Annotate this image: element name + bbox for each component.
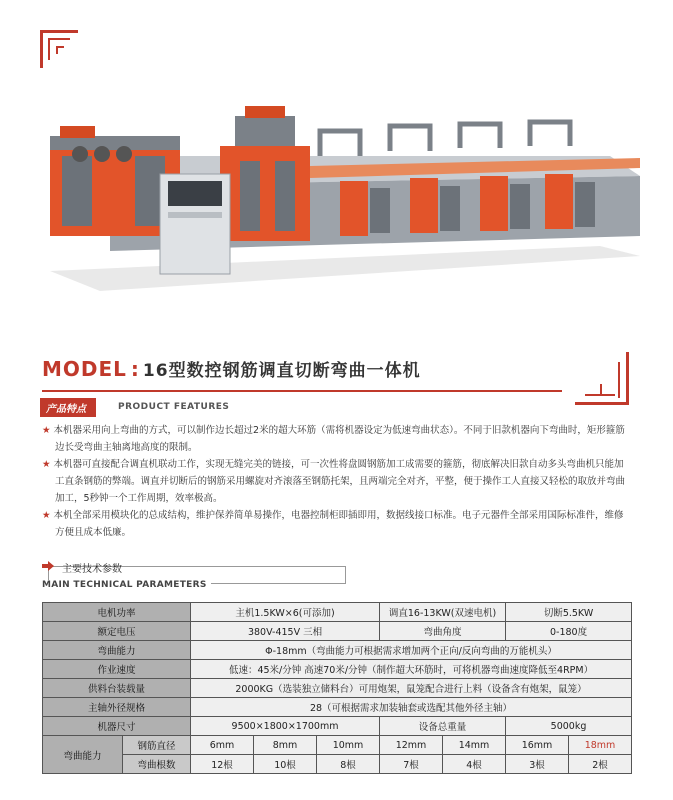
table-row: [43, 641, 632, 660]
cell-value: 主机1.5KW×6(可添加): [191, 603, 380, 622]
diameter-cell: 12mm: [380, 736, 443, 755]
count-cell: 12根: [191, 755, 254, 774]
cell-label: 设备总重量: [380, 717, 506, 736]
row-label: 额定电压: [43, 622, 191, 641]
table-row: [43, 679, 632, 698]
model-colon: :: [130, 357, 139, 381]
sub-label: 钢筋直径: [123, 736, 191, 755]
title-underline: [42, 390, 562, 392]
table-row: [43, 603, 632, 622]
count-cell: 8根: [317, 755, 380, 774]
model-title: [42, 356, 421, 386]
table-row: [43, 755, 632, 774]
row-label: 主轴外径规格: [43, 698, 191, 717]
diameter-cell: 10mm: [317, 736, 380, 755]
diameter-cell: 8mm: [254, 736, 317, 755]
cell-value: 低速：45米/分钟 高速70米/分钟（制作超大环筋时，可将机器弯曲速度降低至4RPM）: [191, 660, 632, 679]
cell-value: 9500×1800×1700mm: [191, 717, 380, 736]
star-icon: ★: [42, 425, 54, 436]
feature-item: ★ 本机器采用向上弯曲的方式，可以制作边长超过2米的超大环筋（需将机器设定为低速弯曲状态）。不同于旧款机器向下弯曲时，矩形箍筋边长受弯曲主轴离地高度的限制。: [42, 425, 625, 453]
model-name: 16型数控钢筋调直切断弯曲一体机: [142, 361, 421, 381]
star-icon: ★: [42, 459, 54, 470]
cell-value: Φ-18mm（弯曲能力可根据需求增加两个正向/反向弯曲的万能机头）: [191, 641, 632, 660]
sub-label: 弯曲根数: [123, 755, 191, 774]
row-label: 电机功率: [43, 603, 191, 622]
cell-value: 0-180度: [506, 622, 632, 641]
row-label: 机器尺寸: [43, 717, 191, 736]
cell-value: 2000KG（选装独立储料台）可用炮架，鼠笼配合进行上料（设备含有炮架，鼠笼）: [191, 679, 632, 698]
count-cell: 10根: [254, 755, 317, 774]
cell-value: 调直16-13KW(双速电机): [380, 603, 506, 622]
features-label-en: PRODUCT FEATURES: [118, 402, 230, 412]
diameter-cell: 14mm: [443, 736, 506, 755]
table-row: [43, 698, 632, 717]
feature-item: ★ 本机全部采用模块化的总成结构，维护保养简单易操作，电器控制柜即插即用，数据线接口标准。电子元器件全部采用国际标准件，维修方便且成本低廉。: [42, 510, 624, 538]
diameter-cell: 6mm: [191, 736, 254, 755]
feature-item: ★ 本机器可直接配合调直机联动工作，实现无缝完美的链接，可一次性将盘圆钢筋加工成需要的箍筋，彻底解决旧款自动多头弯曲机只能加工直条钢筋的弊端。调直并切断后的钢筋采用螺旋对齐滚落至钢筋托架，且两端完全对齐，平整，便于操作工人直接又轻松的取放并弯曲加工，5秒钟一个工作周期，效率极高。: [42, 459, 626, 504]
cell-value: 5000kg: [506, 717, 632, 736]
row-label: 作业速度: [43, 660, 191, 679]
features-label: 产品特点: [40, 398, 96, 417]
model-label: MODEL: [42, 357, 127, 381]
tech-heading-en: MAIN TECHNICAL PARAMETERS: [42, 580, 211, 590]
row-label: 弯曲能力: [43, 736, 123, 774]
table-row: [43, 736, 632, 755]
arrow-right-icon: [42, 561, 54, 571]
cell-value: 28（可根据需求加装轴套或选配其他外径主轴）: [191, 698, 632, 717]
machine-illustration: [40, 96, 640, 296]
feature-list: [42, 422, 632, 541]
diameter-cell: 16mm: [506, 736, 569, 755]
table-row: [43, 660, 632, 679]
diameter-cell: 18mm: [569, 736, 632, 755]
cell-label: 弯曲角度: [380, 622, 506, 641]
row-label: 供料台装载量: [43, 679, 191, 698]
cell-value: 380V-415V 三相: [191, 622, 380, 641]
table-row: [43, 622, 632, 641]
spec-table: [42, 602, 632, 774]
count-cell: 7根: [380, 755, 443, 774]
count-cell: 4根: [443, 755, 506, 774]
row-label: 弯曲能力: [43, 641, 191, 660]
count-cell: 3根: [506, 755, 569, 774]
tech-heading-cn: 主要技术参数: [62, 564, 122, 575]
table-row: [43, 717, 632, 736]
star-icon: ★: [42, 510, 54, 521]
count-cell: 2根: [569, 755, 632, 774]
cell-value: 切断5.5KW: [506, 603, 632, 622]
